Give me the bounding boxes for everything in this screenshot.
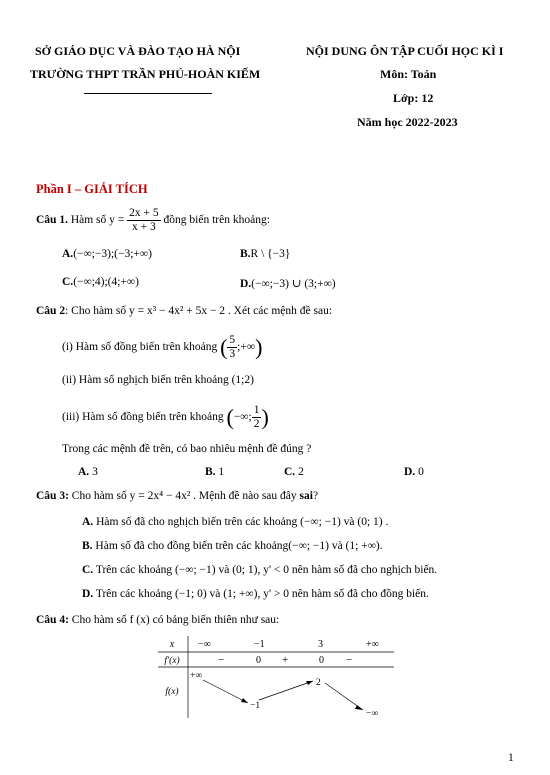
- option-text: 3: [92, 466, 98, 478]
- header-ministry: SỞ GIÁO DỤC VÀ ĐÀO TẠO HÀ NỘI: [35, 44, 241, 58]
- option-key: D.: [82, 588, 94, 600]
- question-label: Câu 3:: [36, 490, 69, 502]
- table-fp-label: f′(x): [164, 656, 180, 666]
- table-f-label: f(x): [165, 687, 179, 697]
- question-4: [36, 614, 279, 626]
- section-title: Phần I – GIẢI TÍCH: [36, 182, 148, 196]
- table-f-value: 2: [316, 678, 321, 688]
- statement-interval-start: −∞;: [233, 411, 252, 424]
- question-1-pre: Hàm số: [70, 214, 107, 227]
- q3-option-a: [82, 516, 388, 528]
- option-key: B.: [240, 248, 251, 260]
- fraction-numerator: 1: [253, 404, 260, 416]
- header-year: Năm học 2022-2023: [357, 115, 458, 129]
- option-key: C.: [82, 564, 94, 576]
- option-key: C.: [62, 276, 74, 288]
- q3-option-b: [82, 540, 383, 552]
- q1-option-b: [240, 248, 290, 260]
- statement-interval-end: ;+∞: [237, 341, 256, 354]
- fraction-denominator: 2: [253, 418, 260, 430]
- q1-option-a: [62, 248, 152, 260]
- fraction-denominator: 3: [229, 348, 236, 360]
- page-number: 1: [508, 752, 514, 764]
- table-x-value: 3: [318, 639, 323, 650]
- table-f-value: +∞: [190, 671, 203, 681]
- q1-option-d: [240, 276, 336, 290]
- table-arrow-down: [203, 680, 248, 703]
- question-3: [36, 490, 318, 502]
- question-2-stem: : Cho hàm số y = x³ − 4x² + 5x − 2 . Xét các mệnh đề sau:: [65, 305, 333, 317]
- question-label: Câu 1.: [36, 214, 68, 227]
- question-1: [36, 207, 270, 234]
- question-1-fraction: [127, 207, 161, 234]
- table-arrow-up: [259, 681, 313, 700]
- table-f-value: −1: [250, 701, 261, 711]
- q3-option-d: [82, 588, 429, 600]
- question-3-emphasis: sai: [299, 490, 313, 502]
- statement-text: (i) Hàm số đồng biến trên khoảng: [62, 341, 218, 354]
- option-key: B.: [205, 466, 216, 478]
- table-fp-sign: −: [218, 654, 225, 666]
- q2-question: Trong các mệnh đề trên, có bao nhiêu mệnh đề đúng ?: [62, 443, 312, 455]
- option-key: A.: [82, 516, 94, 528]
- option-text: (−∞;−3);(−3;+∞): [73, 248, 152, 260]
- option-text: (−∞;−3) ∪ (3;+∞): [251, 278, 336, 290]
- table-fp-zero: 0: [256, 655, 261, 666]
- option-text: Hàm số đã cho đồng biến trên các khoảng(−∞; −1) và (1; +∞).: [95, 540, 383, 552]
- question-3-end: ?: [312, 490, 319, 502]
- q3-option-c: [82, 564, 437, 576]
- table-f-value: −∞: [366, 709, 379, 718]
- table-fp-zero: 0: [319, 655, 324, 666]
- question-1-post: đồng biến trên khoảng:: [163, 214, 270, 227]
- question-3-stem: Cho hàm số y = 2x⁴ − 4x² . Mệnh đề nào sau đây: [71, 490, 297, 502]
- fraction-numerator: 5: [229, 334, 236, 346]
- arrowhead-icon: [241, 698, 248, 703]
- table-x-value: −∞: [198, 639, 211, 650]
- option-key: B.: [82, 540, 93, 552]
- header-subject: Môn: Toán: [380, 67, 437, 81]
- option-key: C.: [284, 466, 296, 478]
- option-text: R \ {−3}: [250, 248, 291, 260]
- option-key: A.: [62, 248, 74, 260]
- q2-statement-1: (i) Hàm số đồng biến trên khoảng ( $\frac{5}{3}$ ;+∞): [62, 334, 263, 360]
- option-text: (−∞;4);(4;+∞): [73, 276, 139, 288]
- header-title: NỘI DUNG ÔN TẬP CUỐI HỌC KÌ I: [306, 44, 504, 58]
- option-key: D.: [404, 466, 416, 478]
- fraction-denominator: x + 3: [132, 221, 156, 233]
- option-text: Trên các khoảng (−∞; −1) và (0; 1), y' < 0 nên hàm số đã cho nghịch biến.: [95, 564, 438, 576]
- arrowhead-icon: [355, 705, 363, 710]
- q2-option-c: [284, 466, 304, 478]
- table-fp-sign: −: [346, 654, 353, 666]
- fraction-numerator: 2x + 5: [129, 207, 159, 219]
- option-text: 1: [218, 466, 225, 478]
- arrowhead-icon: [306, 681, 313, 685]
- question-2: [36, 305, 332, 317]
- option-key: D.: [240, 278, 252, 290]
- q2-option-d: [404, 466, 424, 478]
- question-label: Câu 4:: [36, 614, 69, 626]
- option-text: Hàm số đã cho nghịch biến trên các khoảng (−∞; −1) và (0; 1) .: [96, 516, 389, 528]
- q1-option-c: [62, 276, 139, 288]
- table-x-value: −1: [254, 639, 265, 650]
- question-label: Câu 2: [36, 305, 66, 317]
- q2-statement-2: (ii) Hàm số nghịch biến trên khoảng (1;2): [62, 374, 254, 386]
- header-school: TRƯỜNG THPT TRẦN PHÚ-HOÀN KIẾM: [30, 67, 261, 81]
- option-key: A.: [78, 466, 90, 478]
- statement-text: (iii) Hàm số đồng biến trên khoảng: [62, 411, 224, 424]
- option-text: 2: [298, 466, 304, 478]
- q2-option-a: [78, 466, 98, 478]
- header-divider: [84, 93, 212, 94]
- option-text: Trên các khoảng (−1; 0) và (1; +∞), y' > 0 nên hàm số đã cho đồng biến.: [95, 588, 429, 600]
- header-grade: Lớp: 12: [393, 91, 434, 105]
- question-1-y: y =: [109, 214, 125, 227]
- table-x-label: x: [169, 639, 175, 650]
- q2-option-b: [205, 466, 224, 478]
- option-text: 0: [418, 466, 424, 478]
- variation-table: [158, 634, 394, 718]
- q2-statement-3: (iii) Hàm số đồng biến trên khoảng (−∞; $\frac{1}{2}$ ): [62, 404, 269, 430]
- question-4-stem: Cho hàm số f (x) có bảng biến thiên như sau:: [71, 614, 280, 626]
- table-x-value: +∞: [366, 639, 379, 650]
- table-fp-sign: +: [282, 654, 289, 666]
